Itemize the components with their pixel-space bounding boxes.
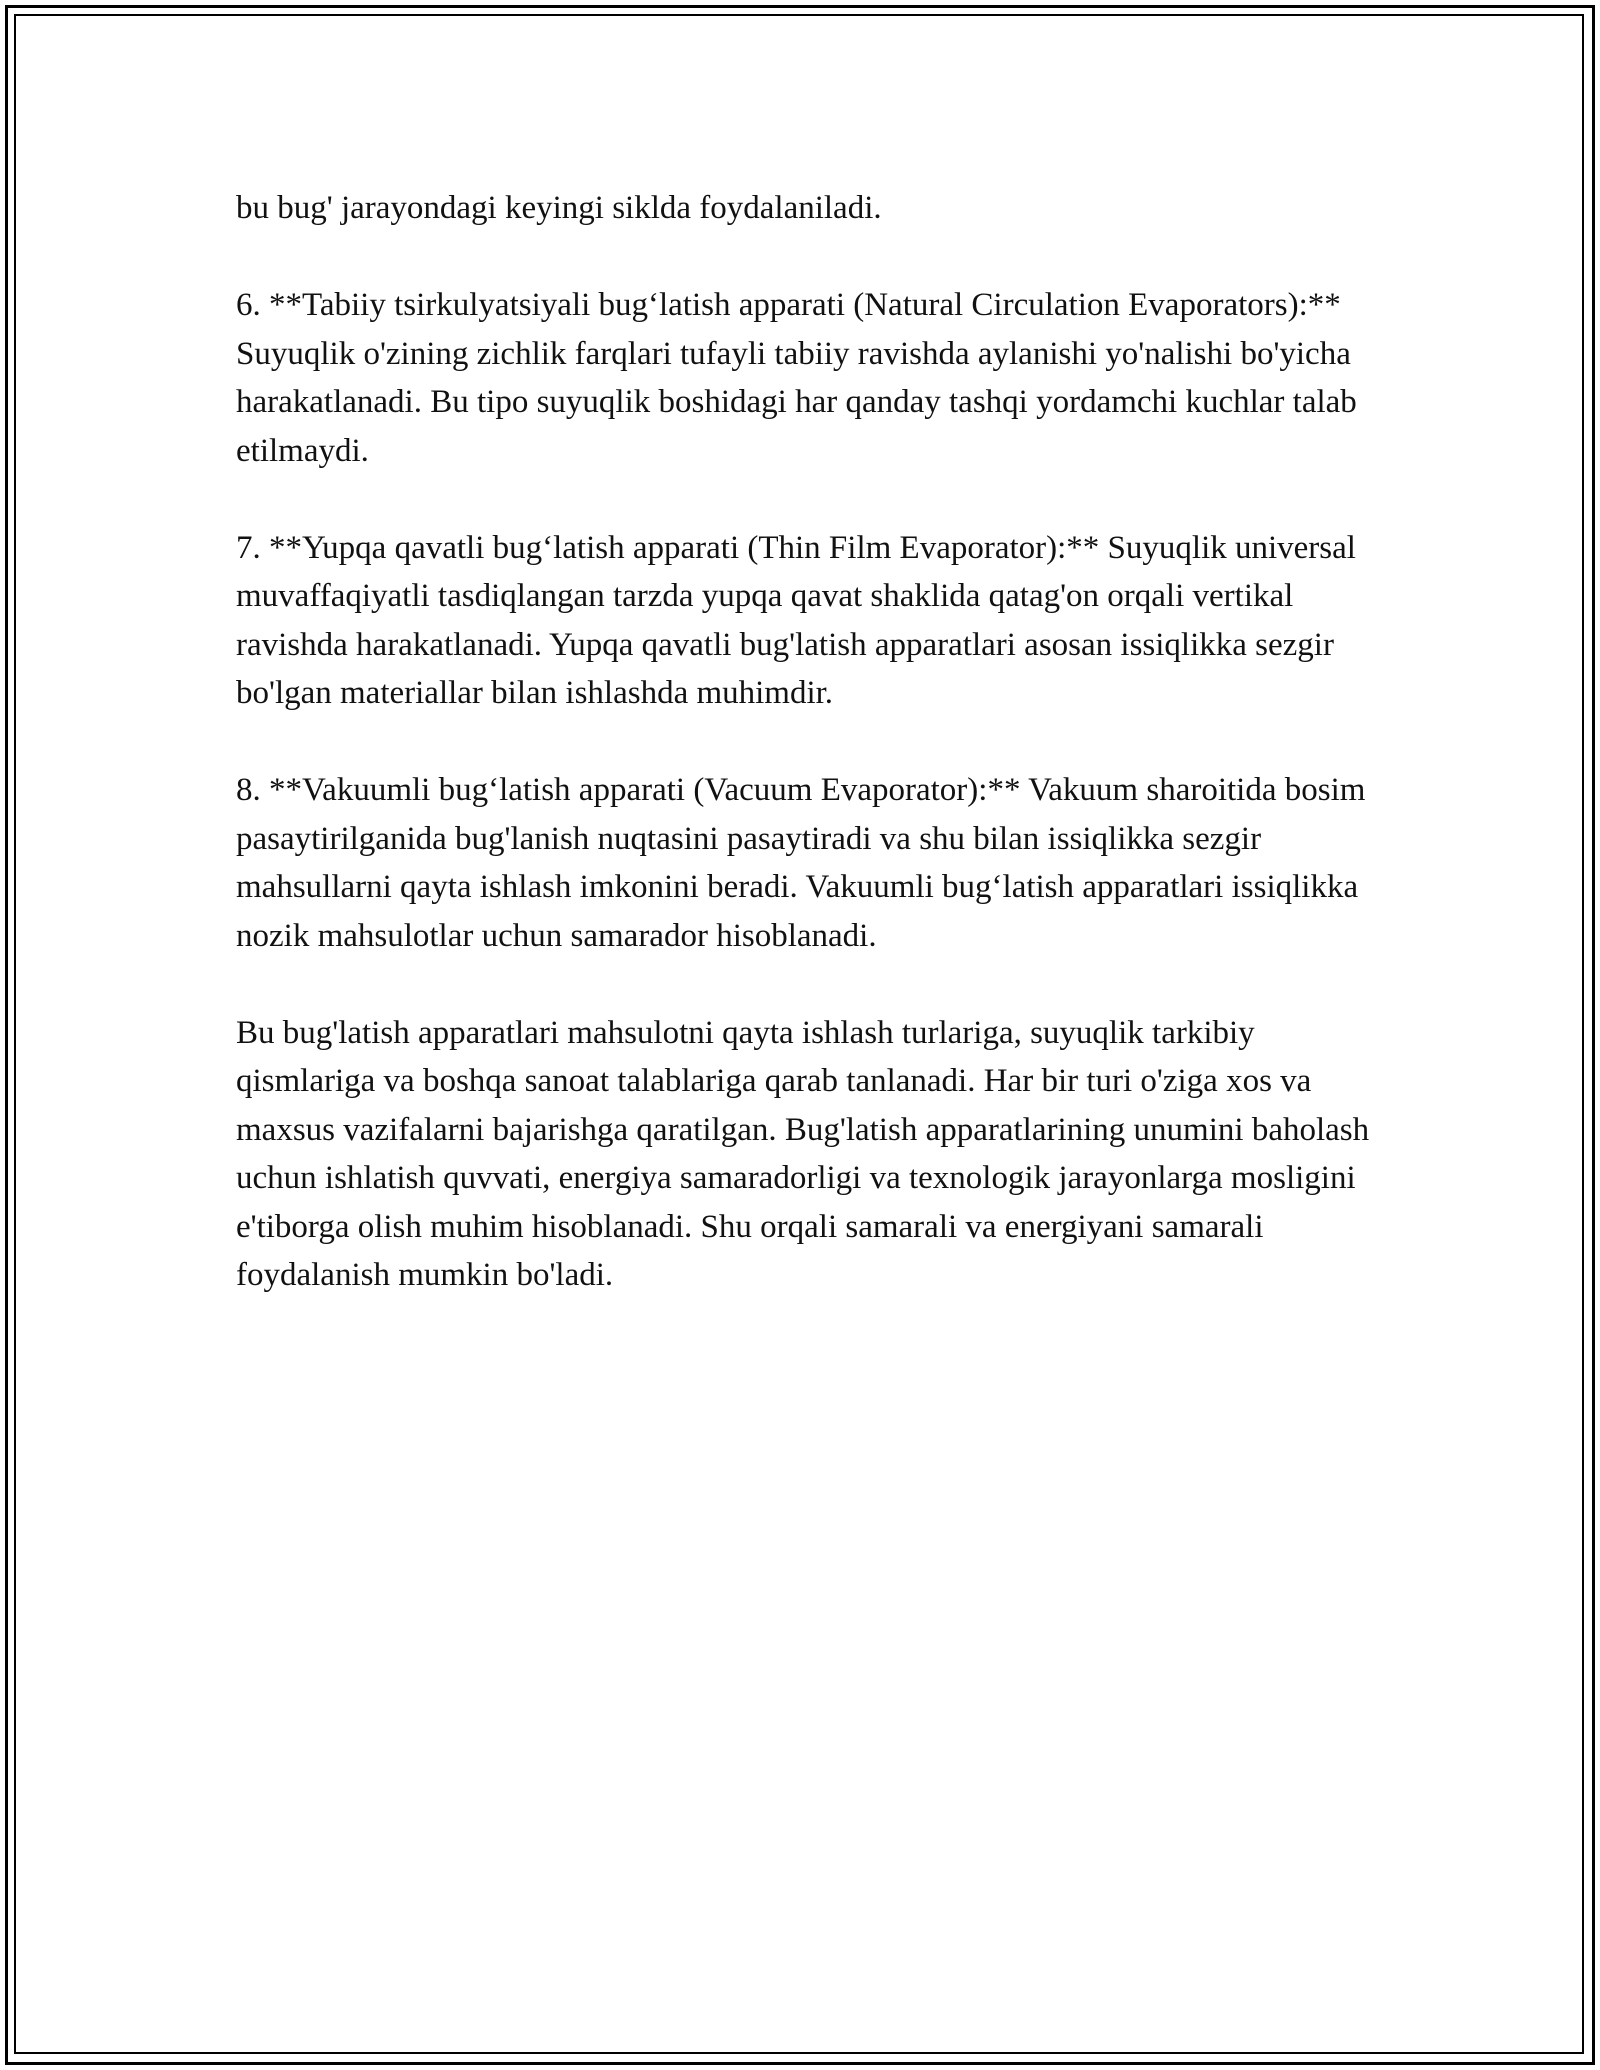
paragraph-continuation: bu bug' jarayondagi keyingi siklda foydalaniladi. xyxy=(236,190,882,226)
paragraph-conclusion: Bu bug'latish apparatlari mahsulotni qayta ishlash turlariga, suyuqlik tarkibiy qismlariga va boshqa sanoat talablariga qarab tanlanadi. Har bir turi o'ziga xos va maxsus vazifalarni bajarishga qaratilgan. Bug'latish apparatlarining unumini baholash uchun ishlatish quvvati, energiya samaradorligi va texnologik jarayonlarga mosligini e'tiborga olish muhim hisoblanadi. Shu orqali samarali va energiyani samarali foydalanish mumkin bo'ladi. xyxy=(236,1014,1370,1293)
document-body xyxy=(236,184,1376,1348)
paragraph-item-7: 7. **Yupqa qavatli bug‘latish apparati (Thin Film Evaporator):** Suyuqlik universal muvaffaqiyatli tasdiqlangan tarzda yupqa qavat shaklida qatag'on orqali vertikal ravishda harakatlanadi. Yupqa qavatli bug'latish apparatlari asosan issiqlikka sezgir bo'lgan materiallar bilan ishlashda muhimdir. xyxy=(236,529,1356,711)
paragraph-item-8: 8. **Vakuumli bug‘latish apparati (Vacuum Evaporator):** Vakuum sharoitida bosim pasaytirilganida bug'lanish nuqtasini pasaytiradi va shu bilan issiqlikka sezgir mahsullarni qayta ishlash imkonini beradi. Vakuumli bug‘latish apparatlari issiqlikka nozik mahsulotlar uchun samarador hisoblanadi. xyxy=(236,772,1366,954)
paragraph-item-6: 6. **Tabiiy tsirkulyatsiyali bug‘latish apparati (Natural Circulation Evaporators):** Suyuqlik o'zining zichlik farqlari tufayli tabiiy ravishda aylanishi yo'nalishi bo'yicha harakatlanadi. Bu tipo suyuqlik boshidagi har qanday tashqi yordamchi kuchlar talab etilmaydi. xyxy=(236,287,1357,469)
